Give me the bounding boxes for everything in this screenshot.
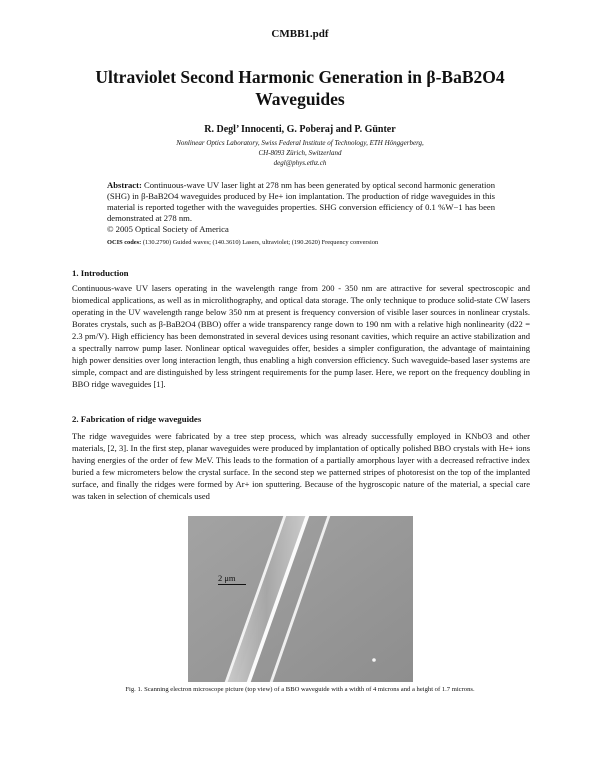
surface-particle (372, 658, 376, 662)
ocis-text: (130.2790) Guided waves; (140.3610) Lasers, ultraviolet; (190.2620) Frequency conversion (142, 239, 379, 246)
figure-caption: Fig. 1. Scanning electron microscope picture (top view) of a BBO waveguide with a width of 4 microns and a height of 1.7 microns. (125, 686, 475, 693)
sem-waveguide-image (188, 516, 413, 682)
section-heading-introduction: 1. Introduction (72, 268, 129, 278)
abstract (107, 180, 495, 235)
ocis-label: OCIS codes: (107, 239, 142, 246)
paper-title (60, 66, 540, 110)
file-header: CMBB1.pdf (271, 28, 329, 40)
abstract-text: Continuous-wave UV laser light at 278 nm has been generated by optical second harmonic generation (SHG) in β-BaB2O4 waveguides produced by He+ ion implantation. The production of ridge waveguides in this material is reported together with the waveguides properties. SHG conversion efficiency of 0.1 %W−1 has been demonstrated at 278 nm. (107, 180, 495, 223)
copyright-notice: © 2005 Optical Society of America (107, 224, 229, 234)
sem-figure (188, 516, 413, 682)
affiliation-line-2: CH-8093 Zürich, Switzerland (258, 149, 342, 157)
section-text-fabrication: The ridge waveguides were fabricated by a tree step process, which was already successfully employed in KNbO3 and other materials, [2, 3]. In the first step, planar waveguides were produced by implantation of optically polished BBO crystals with He+ ions having energies of the order of few MeV. This leads to the formation of a partially amorphous layer with a decreased refractive index buried a few micrometers below the crystal surface. In the second step we patterned stripes of photoresist on the top of the implanted surface, and finally the ridges were formed by Ar+ ion sputtering. Because of the hygroscopic nature of the material, a special care was taken in selection of chemicals used (72, 431, 530, 501)
title-line-1: Ultraviolet Second Harmonic Generation in β-BaB2O4 (95, 67, 505, 87)
title-line-2: Waveguides (255, 89, 345, 109)
scale-bar-label: 2 μm (218, 573, 236, 583)
scale-bar (218, 584, 246, 585)
section-text-introduction: Continuous-wave UV lasers operating in the wavelength range from 200 - 350 nm are attractive for several spectroscopic and biomedical applications, as well as in microlithography, and optical data storage. The only technique to produce solid-state CW lasers operating in the UV wavelength range below 350 nm at present is frequency conversion of visible laser sources in nonlinear crystals. Borates crystals, such as β-BaB2O4 (BBO) offer a wide transparency range down to 190 nm with a relative high nonlinearity (d22 = 2.3 pm/V). High efficiency has been demonstrated in several devices using resonant cavities, which require an active stabilization and a spectrally narrow pump laser. Nonlinear optical waveguides offer, besides a simpler configuration, the advantage of maintaining high power densities over long interaction length, thus enabling a high conversion efficiency. Such waveguide-based laser systems are simple, compact and are distinguished by less stringent requirements for the pump laser. Here, we report on the frequency doubling in BBO ridge waveguides [1]. (72, 283, 530, 389)
abstract-label: Abstract: (107, 180, 142, 190)
affiliation (60, 138, 540, 168)
ocis-codes (107, 238, 517, 247)
section-heading-fabrication: 2. Fabrication of ridge waveguides (72, 414, 202, 424)
affiliation-line-1: Nonlinear Optics Laboratory, Swiss Federal Institute of Technology, ETH Hönggerberg, (176, 139, 424, 147)
affiliation-email: degl@phys.ethz.ch (273, 159, 327, 167)
author-list: R. Degl’ Innocenti, G. Poberaj and P. Günter (204, 124, 396, 135)
